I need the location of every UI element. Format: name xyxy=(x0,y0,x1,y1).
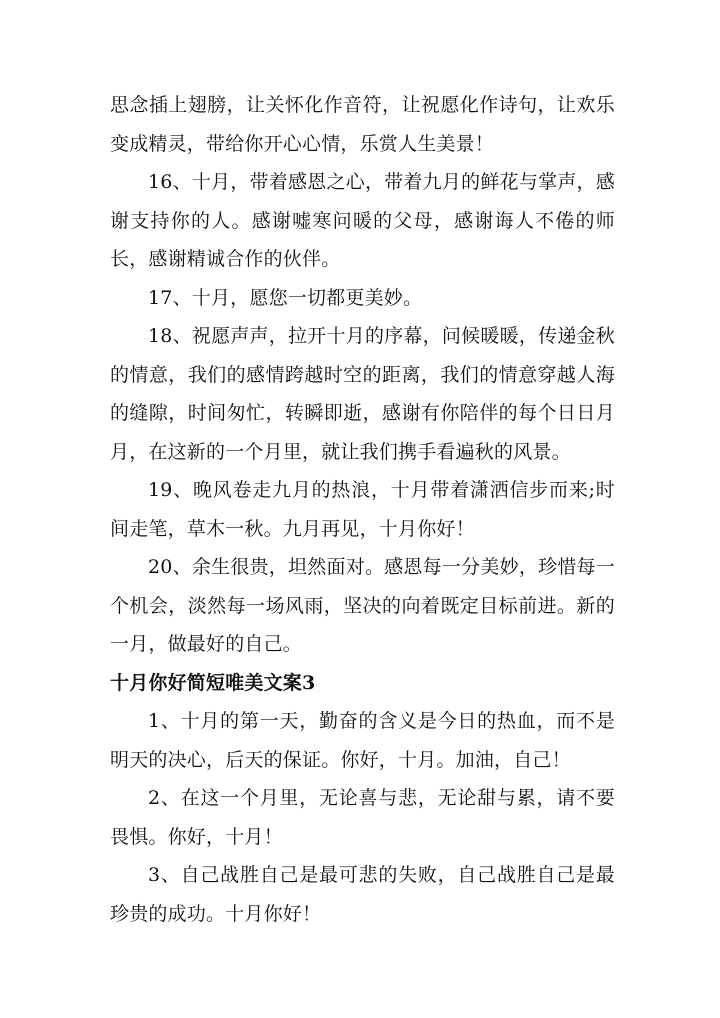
document-body xyxy=(110,86,615,933)
section-paragraph-item-1: 1、十月的第一天，勤奋的含义是今日的热血，而不是明天的决心，后天的保证。你好，十月。加油，自己！ xyxy=(110,710,615,771)
section-paragraph-item-2: 2、在这一个月里，无论喜与悲，无论甜与累，请不要畏惧。你好，十月！ xyxy=(110,787,615,848)
paragraph-item-20: 20、余生很贵，坦然面对。感恩每一分美妙，珍惜每一个机会，淡然每一场风雨，坚决的向着既定目标前进。新的一月，做最好的自己。 xyxy=(110,556,615,655)
paragraph-item-17: 17、十月，愿您一切都更美妙。 xyxy=(148,286,423,309)
section-heading: 十月你好简短唯美文案3 xyxy=(110,671,316,694)
section-paragraph-item-3: 3、自己战胜自己是最可悲的失败，自己战胜自己是最珍贵的成功。十月你好！ xyxy=(110,864,615,925)
paragraph-item-18: 18、祝愿声声，拉开十月的序幕，问候暖暖，传递金秋的情意，我们的感情跨越时空的距离，我们的情意穿越人海的缝隙，时间匆忙，转瞬即逝，感谢有你陪伴的每个日日月月，在这新的一个月里，就让我们携手看遍秋的风景。 xyxy=(110,325,615,463)
paragraph-continuation: 思念插上翅膀，让关怀化作音符，让祝愿化作诗句，让欢乐变成精灵，带给你开心心情，乐赏人生美景！ xyxy=(110,94,615,155)
paragraph-item-16: 16、十月，带着感恩之心，带着九月的鲜花与掌声，感谢支持你的人。感谢嘘寒问暖的父母，感谢诲人不倦的师长，感谢精诚合作的伙伴。 xyxy=(110,171,615,270)
paragraph-item-19: 19、晚风卷走九月的热浪，十月带着潇洒信步而来;时间走笔，草木一秋。九月再见，十月你好！ xyxy=(110,479,615,540)
